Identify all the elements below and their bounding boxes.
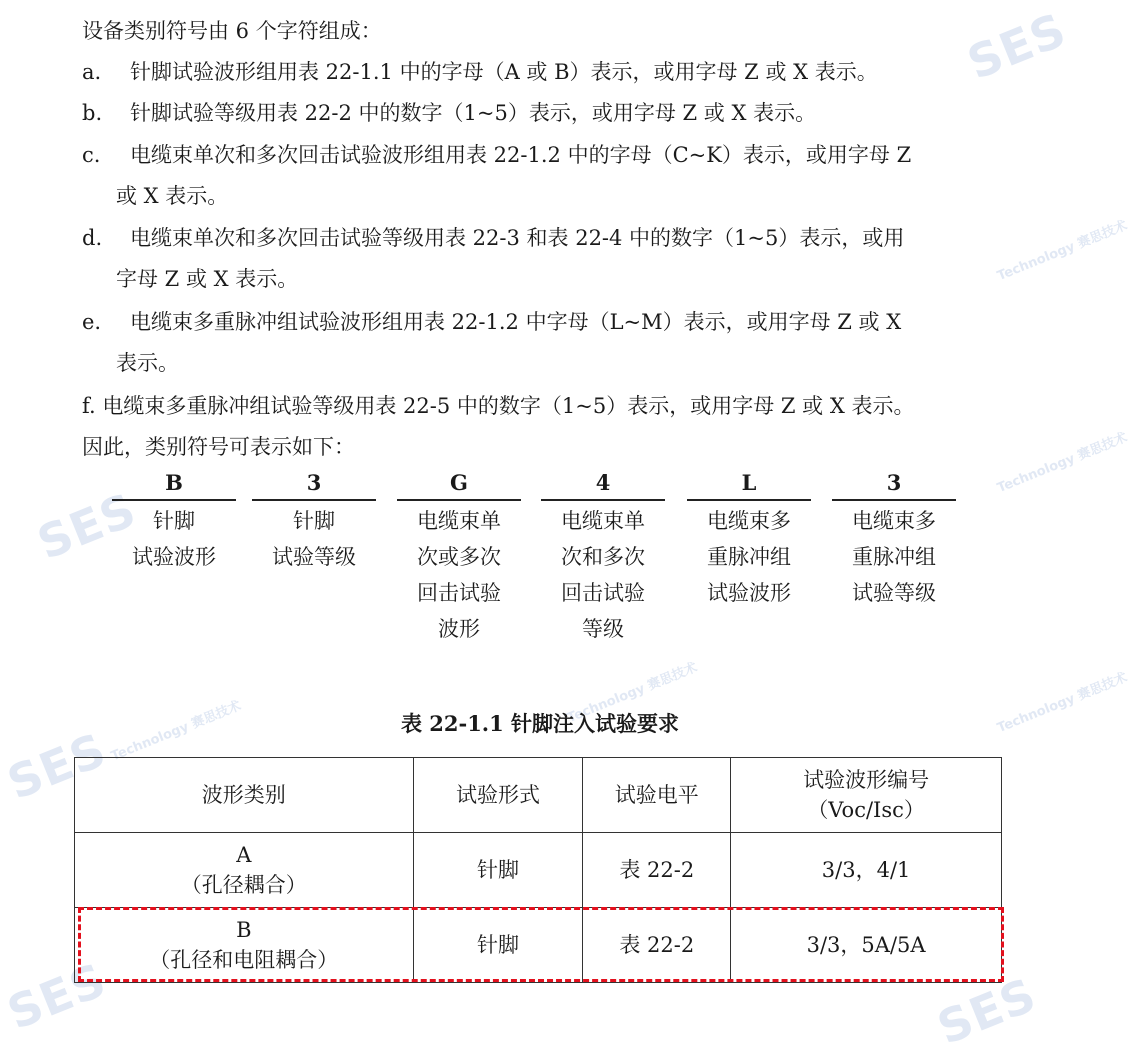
- list-item-c: [82, 142, 1002, 169]
- watermark: SES: [930, 967, 1044, 1055]
- list-item-b: [82, 100, 1002, 127]
- code-description-line: 回击试验: [417, 581, 501, 605]
- code-description-line: 重脉冲组: [707, 545, 791, 569]
- code-description: [541, 503, 665, 647]
- code-letter: 4: [541, 470, 665, 501]
- code-letter: 3: [252, 470, 376, 501]
- table-cell: 表 22-2: [583, 908, 731, 983]
- code-description-line: 针脚: [293, 509, 335, 533]
- code-description-line: 试验等级: [272, 545, 356, 569]
- item-text: 针脚试验波形组用表 22-1.1 中的字母（A 或 B）表示，或用字母 Z 或 X 表示。: [130, 60, 878, 84]
- item-label: e.: [82, 310, 102, 334]
- code-description: [687, 503, 811, 611]
- code-description-line: 针脚: [153, 509, 195, 533]
- item-text-continued: 字母 Z 或 X 表示。: [116, 267, 299, 291]
- header-cell: 试验形式: [413, 758, 583, 833]
- table-row: [75, 908, 1002, 983]
- code-description-line: 试验等级: [852, 581, 936, 605]
- watermark: Technology 赛思技术: [565, 660, 700, 727]
- header-cell: 试验电平: [583, 758, 731, 833]
- table-cell: 针脚: [413, 833, 583, 908]
- header-cell: 波形类别: [75, 758, 414, 833]
- code-letter: 3: [832, 470, 956, 501]
- table-cell: [75, 833, 414, 908]
- watermark: SESTechnology 赛思技术: [0, 698, 244, 811]
- code-column: [541, 470, 665, 647]
- header-subtext: （Voc/Isc）: [807, 798, 925, 822]
- table-title: 表 22-1.1 针脚注入试验要求: [400, 711, 680, 736]
- code-description-line: 波形: [438, 617, 480, 641]
- table-header-row: [75, 758, 1002, 833]
- watermark: Technology 赛思技术: [995, 218, 1130, 285]
- item-text-continued: 或 X 表示。: [116, 184, 229, 208]
- code-description-line: 电缆束多: [852, 509, 936, 533]
- code-description: [112, 503, 236, 575]
- code-letter: G: [397, 470, 521, 501]
- table-cell: 表 22-2: [583, 833, 731, 908]
- watermark: Technology 赛思技术: [995, 670, 1130, 737]
- watermark: Technology 赛思技术: [995, 430, 1130, 497]
- list-item-e: [82, 309, 1002, 336]
- code-description-line: 回击试验: [561, 581, 645, 605]
- watermark: SES: [0, 952, 114, 1041]
- item-text: 电缆束多重脉冲组试验波形组用表 22-1.2 中字母（L~M）表示，或用字母 Z 或 X: [130, 310, 902, 334]
- code-description-line: 次和多次: [561, 545, 645, 569]
- item-label: b.: [82, 101, 103, 125]
- table-cell: 3/3，4/1: [731, 833, 1002, 908]
- code-description: [397, 503, 521, 647]
- list-item-f: f. 电缆束多重脉冲组试验等级用表 22-5 中的数字（1~5）表示，或用字母 Z 或 X 表示。: [82, 394, 915, 418]
- code-description-line: 重脉冲组: [852, 545, 936, 569]
- code-column: [832, 470, 956, 611]
- code-description-line: 试验波形: [132, 545, 216, 569]
- table-cell: [75, 908, 414, 983]
- list-item-d: [82, 225, 1002, 252]
- code-column: [687, 470, 811, 611]
- table-cell: 针脚: [413, 908, 583, 983]
- waveform-class: B: [236, 918, 252, 942]
- waveform-coupling: （孔径和电阻耦合）: [149, 948, 339, 972]
- item-label: c.: [82, 143, 101, 167]
- header-cell: [731, 758, 1002, 833]
- list-item-a: [82, 59, 1002, 86]
- code-letter: L: [687, 470, 811, 501]
- item-label: d.: [82, 226, 103, 250]
- table-cell: 3/3，5A/5A: [731, 908, 1002, 983]
- conclusion-text: 因此，类别符号可表示如下：: [82, 435, 355, 459]
- header-text: 试验波形编号: [803, 768, 930, 792]
- code-description-line: 电缆束多: [707, 509, 791, 533]
- code-description-line: 试验波形: [707, 581, 791, 605]
- pin-injection-table: [74, 757, 1002, 983]
- item-text: 电缆束单次和多次回击试验波形组用表 22-1.2 中的字母（C~K）表示，或用字母 Z: [130, 143, 912, 167]
- table-row: [75, 833, 1002, 908]
- code-description: [252, 503, 376, 575]
- code-description-line: 次或多次: [417, 545, 501, 569]
- code-description-line: 等级: [582, 617, 624, 641]
- watermark: SES: [960, 2, 1074, 91]
- item-text: 电缆束单次和多次回击试验等级用表 22-3 和表 22-4 中的数字（1~5）表示，或用: [130, 226, 905, 250]
- code-description-line: 电缆束单: [417, 509, 501, 533]
- code-description-line: 电缆束单: [561, 509, 645, 533]
- code-column: [112, 470, 236, 575]
- waveform-coupling: （孔径耦合）: [180, 873, 307, 897]
- code-column: [397, 470, 521, 647]
- item-text: 针脚试验等级用表 22-2 中的数字（1~5）表示，或用字母 Z 或 X 表示。: [130, 101, 817, 125]
- code-letter: B: [112, 470, 236, 501]
- code-description: [832, 503, 956, 611]
- item-text-continued: 表示。: [116, 351, 179, 375]
- watermark: SES: [30, 482, 144, 571]
- item-label: a.: [82, 60, 102, 84]
- intro-text: 设备类别符号由 6 个字符组成：: [82, 19, 382, 43]
- code-column: [252, 470, 376, 575]
- waveform-class: A: [236, 843, 252, 867]
